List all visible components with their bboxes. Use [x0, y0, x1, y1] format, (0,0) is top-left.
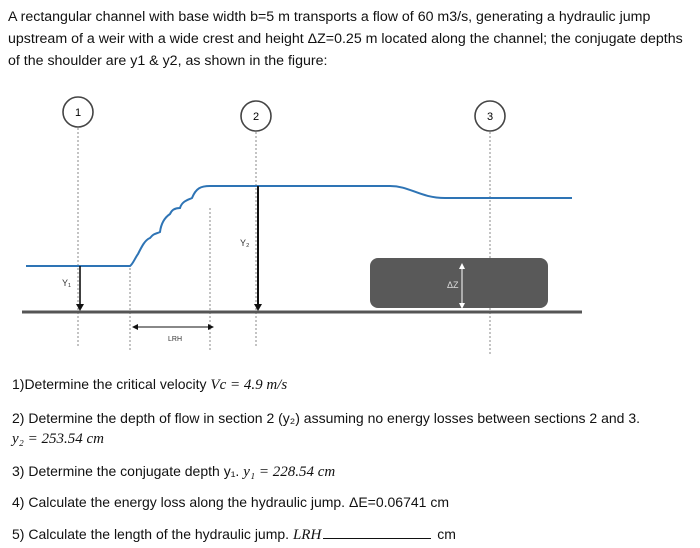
svg-text:2: 2	[252, 111, 260, 123]
q5-unit: cm	[437, 526, 456, 542]
problem-statement: A rectangular channel with base width b=5 m transports a flow of 60 m3/s, generating a hydraulic jump upstream of a weir with a wide crest and height ΔZ=0.25 m located along the channel; the conjugate depths of the shoulder are y1 & y2, as shown in the figure:	[8, 9, 683, 69]
q5-answer-label: LRH	[292, 527, 322, 543]
section-3-marker	[475, 101, 505, 131]
q1-answer: Vc = 4.9 m/s	[210, 377, 288, 393]
question-1: 1)Determine the critical velocity Vc = 4.9 m/s	[12, 376, 288, 393]
svg-text:3: 3	[486, 111, 494, 123]
question-5: 5) Calculate the length of the hydraulic jump. LRH cm	[12, 526, 456, 543]
question-4: 4) Calculate the energy loss along the hydraulic jump. ΔE=0.06741 cm	[12, 494, 449, 510]
lrh-label: LRH	[168, 336, 183, 343]
q4-answer: ΔE=0.06741 cm	[348, 494, 449, 510]
y2-label: Y₂	[240, 238, 250, 248]
dz-label: ΔZ	[447, 280, 459, 290]
q3-answer: y₁ = 228.54 cm	[243, 464, 336, 480]
question-3: 3) Determine the conjugate depth y₁. y₁ = 228.54 cm	[12, 463, 336, 480]
q2-answer: y₂ = 253.54 cm	[12, 431, 104, 447]
weir	[370, 258, 548, 308]
y1-label: Y₁	[62, 278, 72, 288]
hydraulic-jump-figure	[0, 88, 700, 363]
svg-text:1: 1	[74, 107, 82, 119]
section-2-marker	[241, 101, 271, 131]
q5-answer-blank[interactable]	[323, 528, 431, 539]
section-1-marker	[63, 97, 93, 127]
question-2: 2) Determine the depth of flow in section 2 (y₂) assuming no energy losses between sections 2 and 3.	[12, 410, 640, 426]
